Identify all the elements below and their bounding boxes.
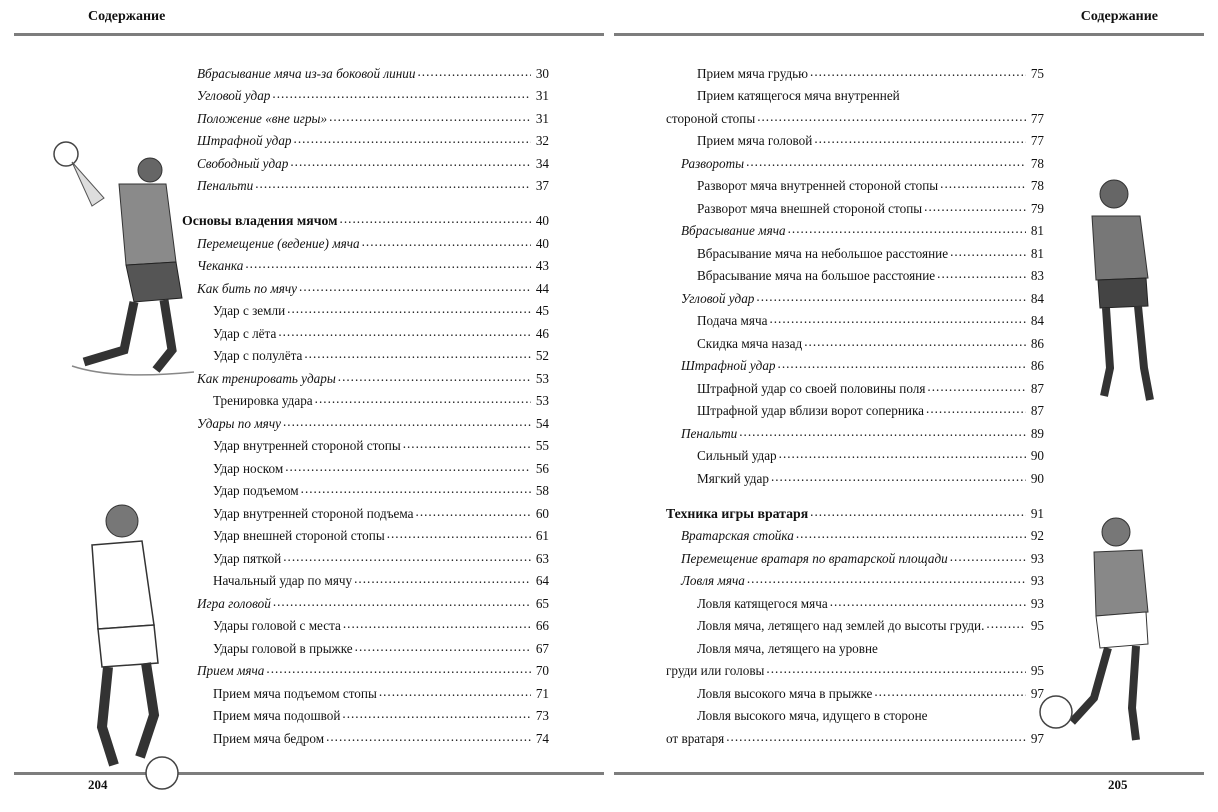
dot-leader bbox=[326, 729, 531, 745]
toc-entry bbox=[666, 307, 1044, 330]
toc-entry-title: Положение «вне игры» bbox=[197, 110, 328, 126]
toc-entry-title: Удары головой в прыжке bbox=[213, 640, 353, 656]
toc-entry-page: 67 bbox=[535, 640, 549, 656]
dot-leader bbox=[814, 131, 1026, 147]
toc-entry-title: груди или головы bbox=[666, 663, 765, 678]
toc-entry bbox=[182, 127, 549, 150]
toc-entry-page: 84 bbox=[1030, 313, 1044, 328]
toc-entry-page: 87 bbox=[1030, 380, 1044, 396]
toc-entry-title: Прием мяча головой bbox=[697, 133, 813, 148]
toc-entry-page: 45 bbox=[535, 303, 549, 318]
table-of-contents bbox=[182, 59, 549, 747]
toc-entry-title: стороной стопы bbox=[666, 110, 756, 126]
toc-entry bbox=[666, 127, 1044, 150]
toc-entry-page: 52 bbox=[535, 348, 549, 363]
toc-entry bbox=[182, 702, 549, 725]
toc-entry-title: Ловля мяча bbox=[681, 573, 745, 588]
toc-entry-page: 97 bbox=[1030, 685, 1044, 701]
toc-entry-title: Удар пяткой bbox=[213, 550, 282, 566]
toc-entry-page: 71 bbox=[535, 685, 549, 701]
toc-entry-page: 89 bbox=[1030, 425, 1044, 441]
toc-entry-title: Удары по мячу bbox=[197, 415, 281, 431]
toc-entry-title: Удар внешней стороной стопы bbox=[213, 528, 385, 543]
dot-leader bbox=[779, 446, 1026, 462]
dot-leader bbox=[342, 706, 531, 722]
toc-entry-title: Перемещение (ведение) мяча bbox=[197, 235, 360, 251]
toc-entry-title: Чеканка bbox=[197, 258, 244, 273]
dot-leader bbox=[245, 256, 531, 272]
toc-entry-title: Ловля высокого мяча, идущего в стороне bbox=[697, 708, 928, 723]
toc-entry bbox=[182, 589, 549, 612]
dot-leader bbox=[927, 379, 1026, 395]
toc-entry-title: Угловой удар bbox=[681, 290, 755, 306]
toc-entry bbox=[182, 544, 549, 567]
dot-leader bbox=[950, 244, 1026, 260]
toc-entry bbox=[666, 442, 1044, 465]
toc-entry bbox=[666, 82, 1044, 105]
toc-entry-page: 40 bbox=[535, 213, 549, 228]
toc-entry-title: Удар с земли bbox=[213, 303, 286, 318]
toc-entry-page: 31 bbox=[535, 110, 549, 126]
toc-entry bbox=[182, 567, 549, 590]
toc-entry-title: Удар с полулёта bbox=[213, 348, 303, 363]
toc-entry bbox=[666, 679, 1044, 702]
dot-leader bbox=[387, 526, 531, 542]
dot-leader bbox=[766, 661, 1026, 677]
toc-entry bbox=[182, 387, 549, 410]
toc-entry-title: Прием мяча bbox=[197, 663, 265, 678]
toc-entry-title: Вбрасывание мяча на большое расстояние bbox=[697, 268, 936, 283]
toc-entry-page: 30 bbox=[535, 65, 549, 81]
page-number: 205 bbox=[1108, 777, 1128, 792]
toc-entry bbox=[182, 409, 549, 432]
dot-leader bbox=[403, 436, 531, 452]
page-number: 204 bbox=[88, 777, 108, 792]
toc-entry-title: Вбрасывание мяча bbox=[681, 223, 786, 238]
toc-entry-title: Штрафной удар вблизи ворот соперника bbox=[697, 403, 925, 418]
toc-entry bbox=[182, 477, 549, 500]
dot-leader bbox=[362, 234, 531, 250]
dot-leader bbox=[266, 661, 531, 677]
toc-entry-title: Удар внутренней стороной подъема bbox=[213, 505, 414, 521]
dot-leader bbox=[416, 504, 531, 520]
toc-entry-page: 77 bbox=[1030, 110, 1044, 126]
toc-entry-page: 46 bbox=[535, 325, 549, 341]
toc-entry-title: Штрафной удар bbox=[197, 133, 292, 148]
toc-entry bbox=[666, 172, 1044, 195]
dot-leader bbox=[355, 639, 531, 655]
toc-entry bbox=[182, 342, 549, 365]
dot-leader bbox=[299, 279, 531, 295]
toc-entry bbox=[182, 149, 549, 172]
running-header: Содержание bbox=[88, 9, 166, 24]
toc-entry-title: Вбрасывание мяча из-за боковой линии bbox=[197, 65, 416, 81]
toc-entry-title: Прием мяча бедром bbox=[213, 730, 325, 746]
toc-entry bbox=[182, 82, 549, 105]
dot-leader bbox=[255, 176, 531, 192]
kicking-player-illustration bbox=[42, 495, 184, 795]
toc-entry-page: 86 bbox=[1030, 358, 1044, 373]
dot-leader bbox=[338, 369, 531, 385]
toc-entry-title: Ловля высокого мяча в прыжке bbox=[697, 685, 873, 701]
toc-entry bbox=[666, 634, 1044, 657]
toc-entry bbox=[182, 274, 549, 297]
toc-entry-page: 54 bbox=[535, 415, 549, 431]
toc-entry-title: Как бить по мячу bbox=[197, 280, 298, 296]
toc-entry-page: 83 bbox=[1030, 268, 1044, 283]
toc-entry bbox=[666, 194, 1044, 217]
dot-leader bbox=[924, 199, 1026, 215]
toc-entry-page: 97 bbox=[1030, 730, 1044, 746]
toc-entry bbox=[666, 522, 1044, 545]
toc-entry bbox=[666, 612, 1044, 635]
dot-leader bbox=[804, 334, 1026, 350]
toc-entry-page: 86 bbox=[1030, 335, 1044, 351]
toc-entry-title: Основы владения мячом bbox=[182, 213, 338, 228]
dot-leader bbox=[739, 424, 1026, 440]
dot-leader bbox=[354, 571, 531, 587]
dot-leader bbox=[379, 684, 531, 700]
toc-entry bbox=[182, 194, 549, 229]
toc-entry bbox=[666, 567, 1044, 590]
toc-entry-page: 55 bbox=[535, 438, 549, 453]
toc-entry bbox=[182, 679, 549, 702]
toc-entry-page: 43 bbox=[535, 258, 549, 273]
toc-entry bbox=[182, 454, 549, 477]
toc-entry-title: Удар носком bbox=[213, 460, 284, 476]
dot-leader bbox=[726, 729, 1026, 745]
toc-entry-title: Перемещение вратаря по вратарской площади bbox=[681, 550, 948, 566]
toc-entry bbox=[666, 724, 1044, 747]
dot-leader bbox=[769, 311, 1026, 327]
dot-leader bbox=[283, 549, 531, 565]
dot-leader bbox=[285, 459, 531, 475]
toc-entry-page: 92 bbox=[1030, 528, 1044, 543]
dot-leader bbox=[290, 154, 531, 170]
dot-leader bbox=[937, 266, 1026, 282]
dot-leader bbox=[788, 221, 1026, 237]
toc-entry-page: 95 bbox=[1030, 663, 1044, 678]
toc-entry-title: Разворот мяча внутренней стороной стопы bbox=[697, 178, 939, 193]
toc-entry-page: 53 bbox=[535, 393, 549, 408]
toc-entry-page: 40 bbox=[535, 235, 549, 251]
toc-entry-page: 34 bbox=[535, 155, 549, 171]
toc-entry bbox=[182, 522, 549, 545]
toc-entry-page: 81 bbox=[1030, 245, 1044, 261]
toc-entry bbox=[666, 104, 1044, 127]
toc-entry bbox=[666, 59, 1044, 82]
dot-leader bbox=[747, 571, 1026, 587]
toc-entry-page: 70 bbox=[535, 663, 549, 678]
toc-entry bbox=[666, 239, 1044, 262]
toc-entry-title: Как тренировать удары bbox=[197, 370, 336, 386]
dot-leader bbox=[756, 289, 1026, 305]
toc-entry-page: 61 bbox=[535, 528, 549, 543]
toc-entry-title: Вратарская стойка bbox=[681, 528, 794, 543]
header-rule bbox=[614, 33, 1204, 36]
dot-leader bbox=[304, 346, 531, 362]
toc-entry-title: Пенальти bbox=[197, 178, 254, 193]
toc-entry bbox=[182, 364, 549, 387]
toc-entry-title: Пенальти bbox=[681, 425, 738, 441]
dot-leader bbox=[810, 504, 1026, 520]
toc-entry-page: 90 bbox=[1030, 448, 1044, 463]
toc-entry-page: 53 bbox=[535, 370, 549, 386]
toc-entry-page: 44 bbox=[535, 280, 549, 296]
toc-entry bbox=[666, 262, 1044, 285]
toc-entry-title: Прием мяча подошвой bbox=[213, 708, 341, 723]
toc-entry bbox=[666, 149, 1044, 172]
toc-entry-page: 60 bbox=[535, 505, 549, 521]
toc-entry-title: Удар подъемом bbox=[213, 483, 299, 498]
toc-entry-page: 87 bbox=[1030, 403, 1044, 418]
toc-entry-title: Подача мяча bbox=[697, 313, 768, 328]
running-header: Содержание bbox=[1080, 9, 1158, 24]
toc-entry bbox=[182, 612, 549, 635]
dot-leader bbox=[301, 481, 531, 497]
toc-entry bbox=[182, 319, 549, 342]
toc-entry bbox=[182, 229, 549, 252]
toc-entry-page: 73 bbox=[535, 708, 549, 723]
toc-entry bbox=[666, 702, 1044, 725]
toc-entry bbox=[666, 657, 1044, 680]
toc-entry-title: Удары головой с места bbox=[213, 618, 341, 633]
toc-entry-page: 66 bbox=[535, 618, 549, 633]
toc-entry bbox=[666, 329, 1044, 352]
throwing-player-illustration bbox=[44, 140, 194, 385]
toc-entry-page: 95 bbox=[1030, 618, 1044, 633]
toc-entry bbox=[666, 352, 1044, 375]
dot-leader bbox=[810, 64, 1026, 80]
toc-entry-page: 75 bbox=[1030, 65, 1044, 81]
toc-entry-title: Мягкий удар bbox=[697, 470, 769, 486]
toc-entry-page: 56 bbox=[535, 460, 549, 476]
toc-entry-page: 64 bbox=[535, 573, 549, 588]
toc-entry-page: 91 bbox=[1030, 505, 1044, 521]
toc-entry bbox=[182, 499, 549, 522]
toc-entry-title: Начальный удар по мячу bbox=[213, 573, 353, 588]
toc-entry-title: от вратаря bbox=[666, 730, 725, 746]
dot-leader bbox=[329, 109, 531, 125]
toc-entry bbox=[182, 724, 549, 747]
toc-entry-title: Удар с лёта bbox=[213, 325, 277, 341]
toc-entry bbox=[182, 297, 549, 320]
toc-entry-title: Ловля мяча, летящего над землей до высоты груди. bbox=[697, 618, 985, 633]
toc-entry bbox=[666, 544, 1044, 567]
toc-entry-title: Сильный удар bbox=[697, 448, 777, 463]
toc-entry bbox=[666, 284, 1044, 307]
toc-entry bbox=[182, 59, 549, 82]
dot-leader bbox=[418, 64, 532, 80]
dot-leader bbox=[343, 616, 531, 632]
toc-entry-page: 93 bbox=[1030, 595, 1044, 611]
dot-leader bbox=[315, 391, 531, 407]
toc-entry-title: Ловля катящегося мяча bbox=[697, 595, 828, 611]
footer-rule bbox=[614, 772, 1204, 775]
toc-entry-page: 32 bbox=[535, 133, 549, 148]
toc-entry bbox=[182, 172, 549, 195]
toc-entry bbox=[666, 374, 1044, 397]
toc-entry-title: Вбрасывание мяча на небольшое расстояние bbox=[697, 245, 949, 261]
toc-entry bbox=[182, 432, 549, 455]
toc-entry-page: 58 bbox=[535, 483, 549, 498]
dot-leader bbox=[796, 526, 1026, 542]
dot-leader bbox=[940, 176, 1026, 192]
toc-entry bbox=[666, 589, 1044, 612]
toc-entry-page: 65 bbox=[535, 595, 549, 611]
dot-leader bbox=[278, 324, 531, 340]
toc-entry-title: Штрафной удар со своей половины поля bbox=[697, 380, 926, 396]
dot-leader bbox=[757, 109, 1026, 125]
dot-leader bbox=[287, 301, 531, 317]
toc-entry-page: 90 bbox=[1030, 470, 1044, 486]
toc-entry-title: Разворот мяча внешней стороной стопы bbox=[697, 200, 923, 216]
dot-leader bbox=[283, 414, 531, 430]
toc-entry-page: 31 bbox=[535, 88, 549, 103]
header-rule bbox=[14, 33, 604, 36]
toc-entry-page: 79 bbox=[1030, 200, 1044, 216]
dot-leader bbox=[830, 594, 1026, 610]
toc-entry-title: Развороты bbox=[681, 155, 745, 171]
toc-entry-page: 93 bbox=[1030, 550, 1044, 566]
dot-leader bbox=[273, 594, 531, 610]
toc-entry-title: Прием катящегося мяча внутренней bbox=[697, 88, 900, 103]
dot-leader bbox=[746, 154, 1026, 170]
right-page bbox=[612, 0, 1218, 812]
toc-entry-page: 78 bbox=[1030, 155, 1044, 171]
dot-leader bbox=[986, 616, 1026, 632]
table-of-contents bbox=[666, 59, 1044, 747]
toc-entry-page: 78 bbox=[1030, 178, 1044, 193]
toc-entry bbox=[182, 634, 549, 657]
dot-leader bbox=[294, 131, 531, 147]
toc-entry bbox=[182, 252, 549, 275]
toc-entry-title: Прием мяча грудью bbox=[697, 65, 809, 81]
dot-leader bbox=[771, 469, 1026, 485]
toc-entry bbox=[666, 487, 1044, 522]
toc-entry bbox=[182, 104, 549, 127]
toc-entry-page: 93 bbox=[1030, 573, 1044, 588]
dot-leader bbox=[340, 211, 531, 227]
toc-entry bbox=[182, 657, 549, 680]
toc-entry-title: Угловой удар bbox=[197, 88, 271, 103]
toc-entry-title: Свободный удар bbox=[197, 155, 289, 171]
toc-entry bbox=[666, 419, 1044, 442]
toc-entry-page: 74 bbox=[535, 730, 549, 746]
toc-entry-page: 77 bbox=[1030, 133, 1044, 148]
toc-entry-page: 81 bbox=[1030, 223, 1044, 238]
toc-entry-title: Ловля мяча, летящего на уровне bbox=[697, 640, 878, 656]
dot-leader bbox=[272, 86, 531, 102]
toc-entry bbox=[666, 217, 1044, 240]
dot-leader bbox=[926, 401, 1026, 417]
toc-entry bbox=[666, 397, 1044, 420]
toc-entry-title: Штрафной удар bbox=[681, 358, 776, 373]
toc-entry-page: 84 bbox=[1030, 290, 1044, 306]
goalkeeper-kicking-illustration bbox=[1036, 508, 1172, 752]
goalkeeper-ready-illustration bbox=[1040, 168, 1160, 418]
dot-leader bbox=[874, 684, 1026, 700]
toc-entry-title: Тренировка удара bbox=[213, 393, 313, 408]
toc-entry-title: Техника игры вратаря bbox=[666, 505, 809, 521]
toc-entry-page: 37 bbox=[535, 178, 549, 193]
toc-entry-title: Игра головой bbox=[197, 595, 271, 611]
toc-entry-title: Скидка мяча назад bbox=[697, 335, 803, 351]
toc-entry bbox=[666, 464, 1044, 487]
dot-leader bbox=[778, 356, 1026, 372]
toc-entry-title: Прием мяча подъемом стопы bbox=[213, 685, 377, 701]
toc-entry-title: Удар внутренней стороной стопы bbox=[213, 438, 401, 453]
dot-leader bbox=[950, 549, 1026, 565]
toc-entry-page: 63 bbox=[535, 550, 549, 566]
